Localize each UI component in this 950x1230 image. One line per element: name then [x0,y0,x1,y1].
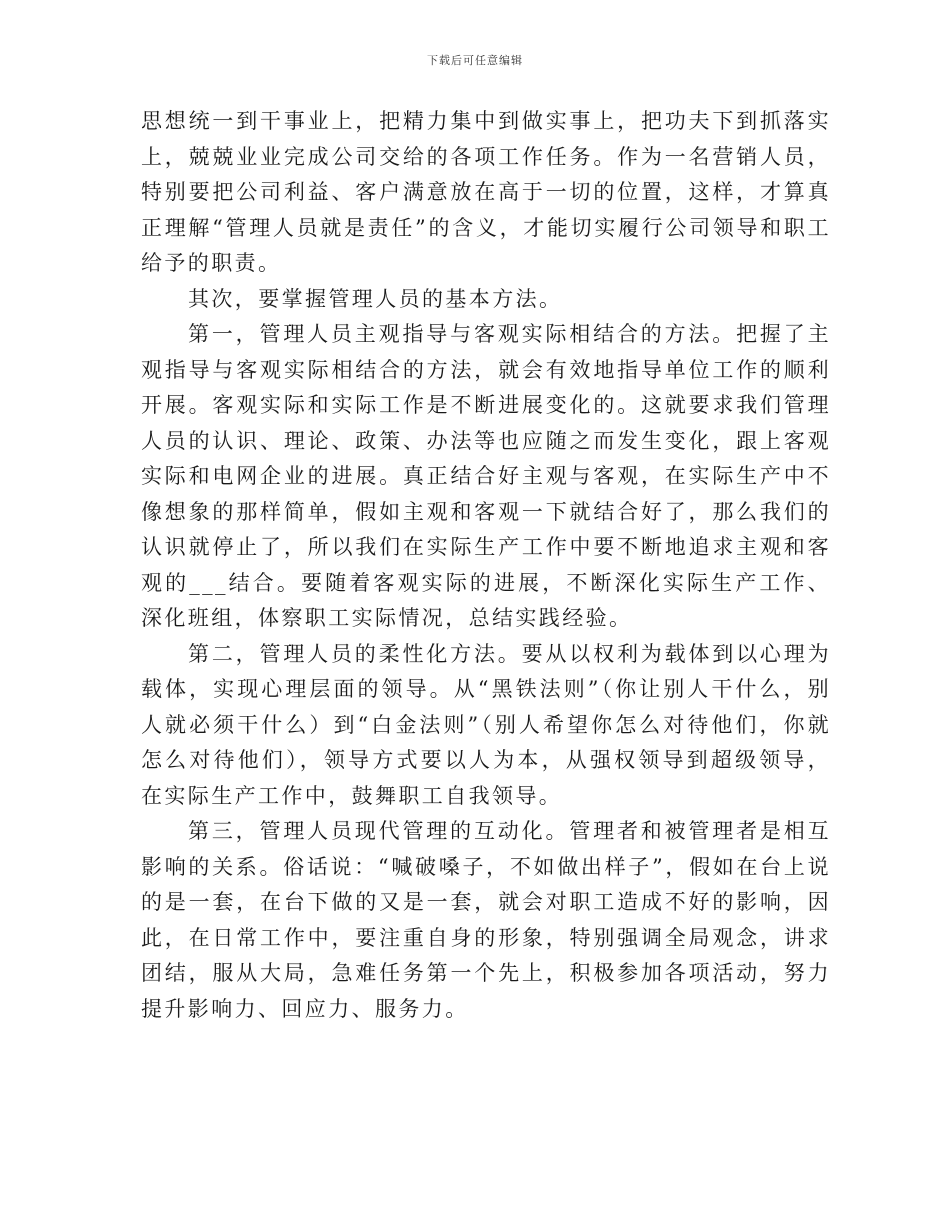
page-header: 下载后可任意编辑 [427,54,523,67]
paragraph-method-one: 第一，管理人员主观指导与客观实际相结合的方法。把握了主观指导与客观实际相结合的方法，就会有效地指导单位工作的顺利开展。客观实际和实际工作是不断进展变化的。这就要求我们管理人员的认识、理论、政策、办法等也应随之而发生变化，跟上客观实际和电网企业的进展。真正结合好主观与客观，在实际生产中不像想象的那样简单，假如主观和客观一下就结合好了，那么我们的认识就停止了，所以我们在实际生产工作中要不断地追求主观和客观的___结合。要随着客观实际的进展，不断深化实际生产工作、深化班组，体察职工实际情况，总结实践经验。 [141,322,831,630]
paragraph-continuation: 思想统一到干事业上，把精力集中到做实事上，把功夫下到抓落实上，兢兢业业完成公司交给的各项工作任务。作为一名营销人员，特别要把公司利益、客户满意放在高于一切的位置，这样，才算真正理解“管理人员就是责任”的含义，才能切实履行公司领导和职工给予的职责。 [141,109,831,275]
document-body [141,104,831,1027]
paragraph-method-three: 第三，管理人员现代管理的互动化。管理者和被管理者是相互影响的关系。俗话说：“喊破嗓子，不如做出样子”，假如在台上说的是一套，在台下做的又是一套，就会对职工造成不好的影响，因此，在日常工作中，要注重自身的形象，特别强调全局观念，讲求团结，服从大局，急难任务第一个先上，积极参加各项活动，努力提升影响力、回应力、服务力。 [141,819,831,1021]
paragraph-methods-intro: 其次，要掌握管理人员的基本方法。 [188,286,563,311]
paragraph-method-two: 第二，管理人员的柔性化方法。要从以权利为载体到以心理为载体，实现心理层面的领导。从“黑铁法则”（你让别人干什么，别人就必须干什么）到“白金法则”（别人希望你怎么对待他们，你就怎么对待他们），领导方式要以人为本，从强权领导到超级领导，在实际生产工作中，鼓舞职工自我领导。 [141,641,831,808]
